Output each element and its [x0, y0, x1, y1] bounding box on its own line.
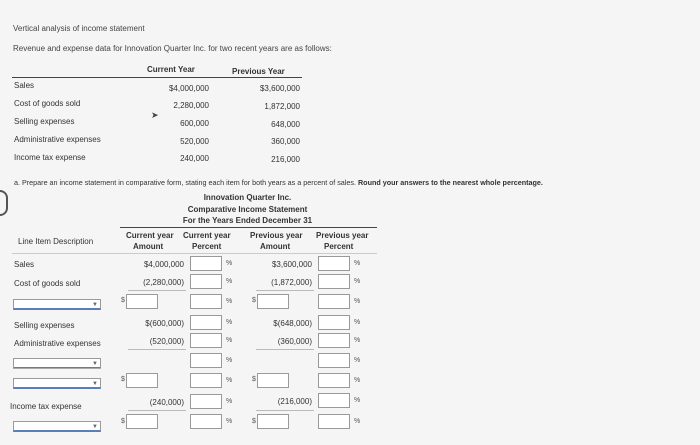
stmt-current-amount: (240,000): [149, 398, 184, 407]
amount-underline: [256, 349, 314, 350]
chevron-down-icon: ▼: [92, 424, 98, 430]
previous-amount-input[interactable]: [257, 294, 289, 309]
col-sub-percent-prev: Percent: [324, 242, 354, 251]
data-header-previous: Previous Year: [232, 67, 285, 76]
data-row-label: Cost of goods sold: [14, 99, 81, 108]
percent-symbol: %: [354, 357, 361, 364]
percent-symbol: %: [354, 260, 361, 267]
previous-percent-input[interactable]: [318, 333, 350, 348]
data-row-previous: 1,872,000: [264, 102, 300, 111]
current-amount-input[interactable]: [126, 294, 158, 309]
stmt-row-label: Cost of goods sold: [14, 279, 81, 288]
data-row-previous: 360,000: [271, 137, 300, 146]
col-sub-amount: Amount: [133, 242, 164, 251]
header-divider: [12, 253, 377, 254]
amount-underline: [128, 290, 186, 291]
stmt-previous-amount: (360,000): [277, 337, 312, 346]
percent-symbol: %: [226, 377, 233, 384]
intro-text: Revenue and expense data for Innovation Quarter Inc. for two recent years are as follows:: [13, 44, 332, 53]
dollar-symbol: $: [121, 376, 125, 383]
col-head-previous-amount: Previous year: [250, 231, 303, 240]
col-head-current-percent: Current year: [183, 231, 231, 240]
percent-symbol: %: [226, 278, 233, 285]
percent-symbol: %: [226, 357, 233, 364]
dollar-symbol: $: [121, 297, 125, 304]
data-row-previous: $3,600,000: [259, 84, 300, 93]
chevron-down-icon: ▼: [92, 381, 98, 387]
mouse-cursor-icon: ➤: [151, 110, 159, 120]
amount-underline: [128, 410, 186, 411]
data-row-current: 240,000: [180, 154, 209, 163]
previous-percent-input[interactable]: [318, 353, 350, 368]
data-row-previous: 216,000: [271, 155, 300, 164]
stmt-current-amount: $(600,000): [145, 319, 184, 328]
data-row-current: 600,000: [180, 119, 209, 128]
col-head-current-amount: Current year: [126, 231, 174, 240]
statement-period: For the Years Ended December 31: [182, 216, 313, 225]
stmt-previous-amount: $3,600,000: [271, 260, 312, 269]
data-row-label: Income tax expense: [14, 153, 86, 162]
percent-symbol: %: [226, 398, 233, 405]
row-divider: [13, 368, 101, 369]
current-percent-input[interactable]: [190, 315, 222, 330]
stmt-current-amount: (520,000): [149, 337, 184, 346]
chevron-down-icon: ▼: [92, 361, 98, 367]
stmt-row-label: Sales: [14, 260, 35, 269]
percent-symbol: %: [354, 377, 361, 384]
page-title: Vertical analysis of income statement: [13, 24, 145, 33]
percent-symbol: %: [226, 337, 233, 344]
current-amount-input[interactable]: [126, 373, 158, 388]
instruction-text: a. Prepare an income statement in comparative form, stating each item for both years as a percent of sales.: [14, 178, 356, 187]
percent-symbol: %: [226, 319, 233, 326]
percent-symbol: %: [354, 397, 361, 404]
data-row-current: 2,280,000: [173, 101, 209, 110]
data-row-previous: 648,000: [271, 120, 300, 129]
stmt-current-amount: $4,000,000: [143, 260, 184, 269]
percent-symbol: %: [354, 337, 361, 344]
current-percent-input[interactable]: [190, 353, 222, 368]
col-sub-amount-prev: Amount: [260, 242, 291, 251]
dollar-symbol: $: [252, 376, 256, 383]
statement-rule: [120, 227, 377, 228]
col-sub-percent: Percent: [192, 242, 222, 251]
stmt-row-label: Selling expenses: [14, 321, 75, 330]
previous-percent-input[interactable]: [318, 393, 350, 408]
data-row-current: 520,000: [180, 137, 209, 146]
previous-percent-input[interactable]: [318, 294, 350, 309]
col-head-previous-percent: Previous year: [316, 231, 369, 240]
line-item-select[interactable]: [13, 378, 101, 389]
stmt-previous-amount: (1,872,000): [271, 278, 312, 287]
percent-symbol: %: [354, 319, 361, 326]
current-percent-input[interactable]: [190, 274, 222, 289]
previous-percent-input[interactable]: [318, 373, 350, 388]
stmt-row-label: Administrative expenses: [14, 339, 101, 348]
previous-amount-input[interactable]: [257, 414, 289, 429]
percent-symbol: %: [354, 418, 361, 425]
current-percent-input[interactable]: [190, 256, 222, 271]
amount-underline: [128, 349, 186, 350]
dollar-symbol: $: [252, 418, 256, 425]
amount-underline: [256, 410, 314, 411]
previous-percent-input[interactable]: [318, 256, 350, 271]
line-item-select[interactable]: [13, 299, 101, 310]
percent-symbol: %: [226, 418, 233, 425]
data-table-rule: [12, 77, 302, 78]
statement-name: Comparative Income Statement: [187, 205, 308, 214]
current-percent-input[interactable]: [190, 394, 222, 409]
dollar-symbol: $: [121, 418, 125, 425]
stmt-row-label: Income tax expense: [10, 402, 82, 411]
instruction-rounding: Round your answers to the nearest whole percentage.: [357, 178, 543, 187]
statement-company: Innovation Quarter Inc.: [203, 193, 292, 202]
current-percent-input[interactable]: [190, 373, 222, 388]
percent-symbol: %: [226, 260, 233, 267]
current-percent-input[interactable]: [190, 294, 222, 309]
previous-percent-input[interactable]: [318, 414, 350, 429]
previous-percent-input[interactable]: [318, 315, 350, 330]
data-header-current: Current Year: [147, 65, 195, 74]
current-percent-input[interactable]: [190, 333, 222, 348]
previous-amount-input[interactable]: [257, 373, 289, 388]
percent-symbol: %: [226, 298, 233, 305]
instruction: [14, 178, 543, 187]
data-row-label: Sales: [14, 81, 35, 90]
data-row-current: $4,000,000: [168, 84, 209, 93]
dollar-symbol: $: [252, 297, 256, 304]
question-bracket-icon: [0, 190, 8, 216]
percent-symbol: %: [354, 278, 361, 285]
stmt-previous-amount: $(648,000): [273, 319, 312, 328]
current-percent-input[interactable]: [190, 414, 222, 429]
stmt-previous-amount: (216,000): [277, 397, 312, 406]
line-item-header: Line Item Description: [18, 237, 94, 246]
current-amount-input[interactable]: [126, 414, 158, 429]
percent-symbol: %: [354, 298, 361, 305]
data-row-label: Selling expenses: [14, 117, 75, 126]
amount-underline: [256, 290, 314, 291]
previous-percent-input[interactable]: [318, 274, 350, 289]
chevron-down-icon: ▼: [92, 302, 98, 308]
line-item-select[interactable]: [13, 421, 101, 432]
data-row-label: Administrative expenses: [14, 135, 101, 144]
stmt-current-amount: (2,280,000): [143, 278, 184, 287]
